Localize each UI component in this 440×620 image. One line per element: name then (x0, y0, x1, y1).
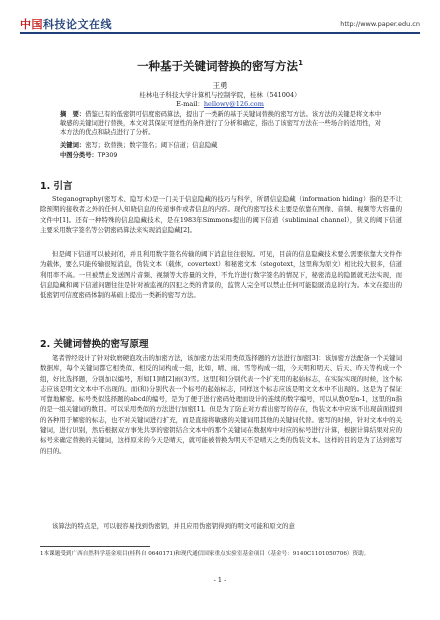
abstract-text: 借鉴已有的低密钥可信度密码算法，提出了一类新的基于关键词替换的密写方法。该方法的关键是将文本中敏感的关键词进行替换，本文对其保证可逆性的条件进行了分析和确定，指出了该密写方法在一些场合的适用性，对本方法的优点和缺点进行了分析。 (60, 111, 382, 137)
author: 王勇 (212, 81, 228, 90)
title-footnote-mark: 1 (298, 59, 303, 68)
abstract-label: 摘 要： (60, 111, 86, 118)
section-heading-intro: 1. 引言 (40, 181, 73, 192)
email-link[interactable]: hellowy@126.com (203, 100, 264, 108)
keywords-text: 密写；软替换；数字签名；阈下信道；信息隐藏 (85, 142, 218, 149)
classification (60, 150, 384, 159)
classification-value: TP309 (97, 152, 118, 159)
footnote-rule (40, 546, 150, 547)
paper-title (0, 58, 440, 74)
section-heading-principle: 2. 关键词替换的密写原理 (40, 339, 149, 350)
affiliation: 桂林电子科技大学计算机与控制学院，桂林（541004） (139, 91, 301, 99)
intro-paragraph-1: Steganography(密写术、隐写术)是一门关于信息隐藏的技巧与科学，所谓信息隐藏（information hiding）指的是不让除预期的接收者之外的任何人知晓信息的传递事件或者信息的内容。现代的密写技术主要是依靠在图像、音频、视频等大容量的文件中[1]。还有一种特殊的信息隐藏技术，是在1983年Simmons提出的阈下信道（subliminal channel），狭义的阈下信道主要采用数字签名等公钥密码算法来实现消息隐藏[2]。 (40, 195, 402, 234)
principle-paragraph-1: 笔者曾经设计了针对软磨硬泡攻击的加密方法，该加密方法采用类似选择题的方法进行加密[3]：该加密方法配备一个关键词数据库，每个关键词都它相类似、相反的词构成一组，比如，晴、雨、雪等构成一组，今天明和明天、后天、昨天等构成一个组，好比选择题，分别加以编号，形如[1]晴[2]雨(3)雪。这里[和]分别代表一个扩充用的起始标志，在实际实现的时候，这个标志应该是明文文本中不出现的。而(和)分别代表一个标号的起始标志，同样这个标志应该是明文文本中不出现的。这是为了保证可靠地解密。标号类似选择题的abcd的编号，是为了便于进行密码处理而设计的连续的数字编号，可以从数0至n-1，这里的n指的是一组关键词的数目。可以采用类似的方法进行加密[1]。但是为了防止对方看出密写的存在，伪装文本中应该不出现前面提到的各种用于解密的标志，也不对关键词进行扩充，而是直接将敏感的关键词用其他的关键词代替。密写的时候，针对文本中的关键词，进行识别，然后根据双方事先共享的密钥结合文本中的那个关键词在数据库中对应的标号进行计算，根据计算结果对应的标号来确定替换的关键词，这样原来的今天是晴天，就可能被替换为明天不是晴天之类的伪装文本。这样的目的是为了达到密写的目的。 (40, 354, 402, 455)
journal-header (0, 0, 440, 40)
header-rule (20, 32, 420, 34)
email-label: E-mail： (176, 100, 204, 108)
logo-prefix: 中国 (20, 18, 43, 31)
logo-main: 科技论文在线 (43, 18, 112, 31)
principle-paragraph-2: 该算法的特点是，可以很容易找到伪密钥，并且应用伪密钥得到的明文可能和原文的意 (52, 522, 295, 530)
page-number: - 1 - (213, 576, 227, 584)
keywords-label: 关键词： (60, 142, 86, 149)
journal-url[interactable]: http://www.paper.edu.cn (340, 20, 420, 28)
journal-logo (20, 16, 112, 32)
paper-title-text: 一种基于关键词替换的密写方法 (137, 59, 299, 73)
intro-paragraph-2: 但是阈下信道可以被封闭，并且利用数字签名传输的阈下消息往往很短。可见，目前的信息隐藏技术要么需要依靠大文件作为载体，要么只能传输很短消息，伪装文本（载体，covertext）和秘密文本（stegotext，这里称为原文）相比较大很多，信道利用率不高。一旦被禁止发送图片音频、视频等大容量的文件，不允许进行数字签名的情况下，秘密消息的隐匿就无法实现，而信息隐藏和阈下信道问题往往是针对被监视的囚犯之类的背景的，监管人完全可以禁止任何可能隐匿消息的行为。本文在提出的低密钥可信度密码体制的基础上提出一类新的密写方法。 (40, 250, 402, 300)
abstract (60, 110, 384, 138)
classification-label: 中图分类号： (60, 152, 98, 159)
email-line (0, 99, 440, 108)
footnote: 1本课题受到广西自然科学基金项目(桂科自 0640171)和现代通信国家重点实验室基金项目（基金号：9140C1101050706）资助。 (40, 551, 370, 557)
keywords (60, 140, 384, 149)
